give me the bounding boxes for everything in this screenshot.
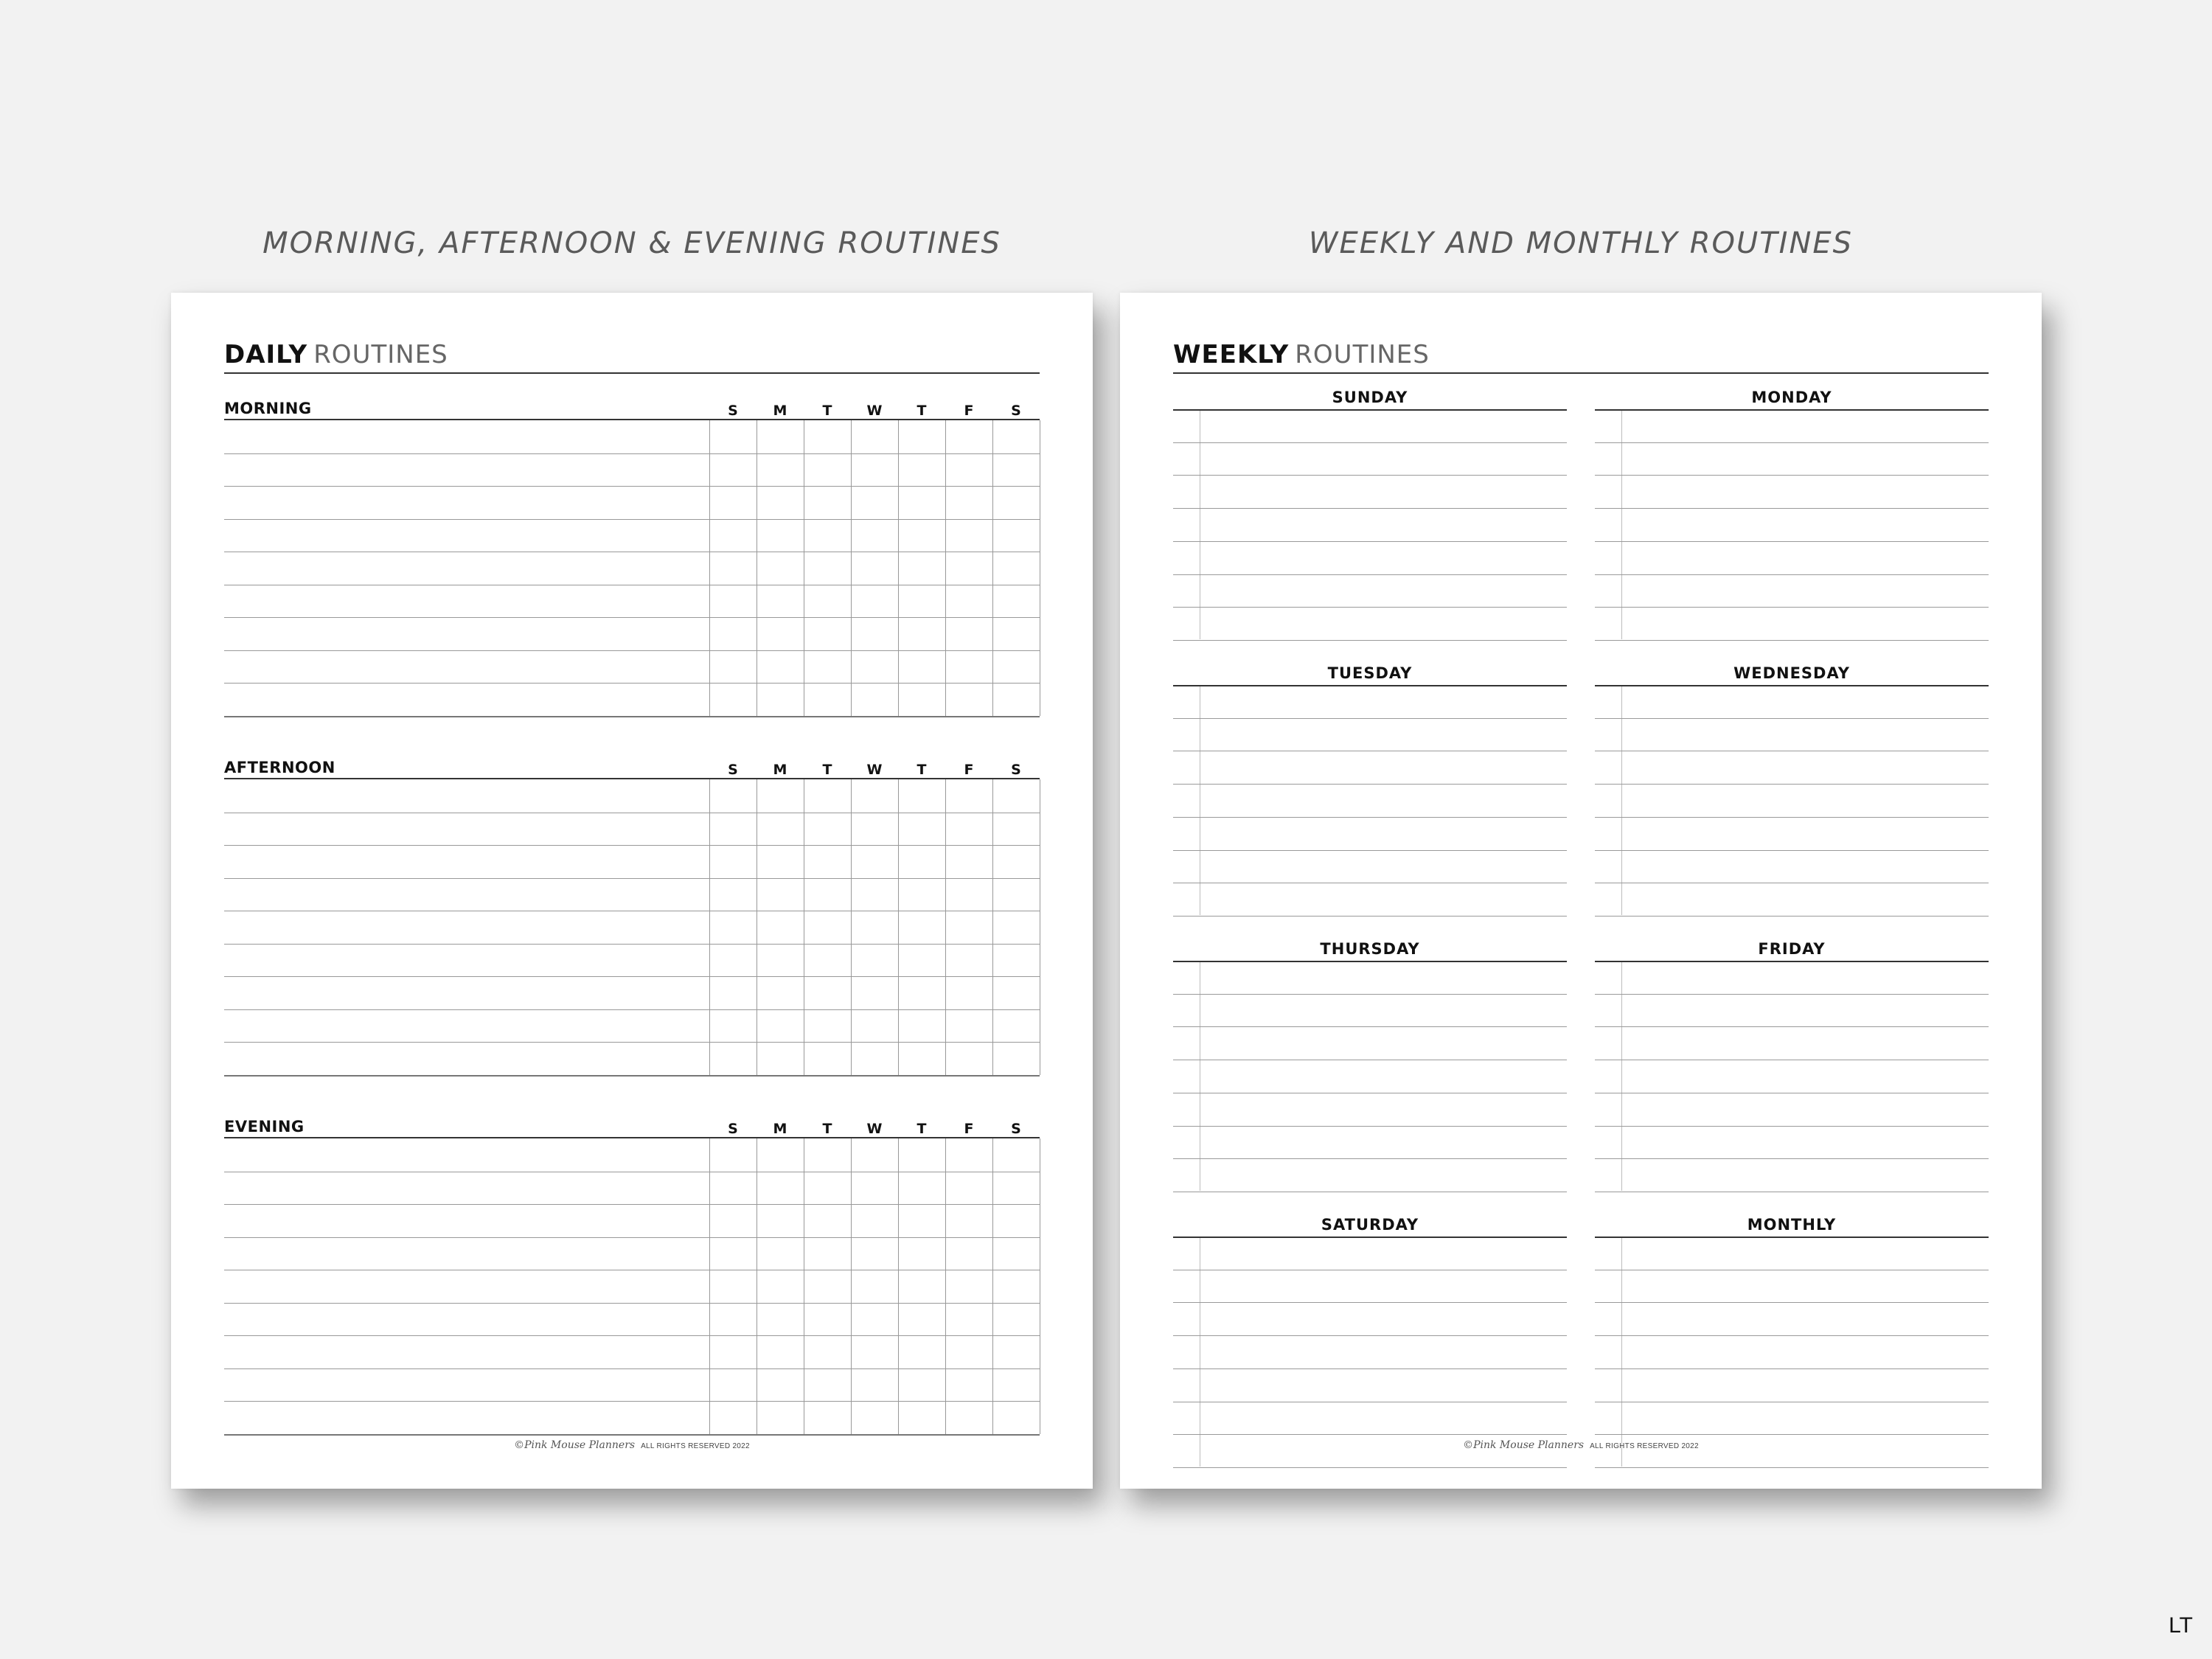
routine-grid[interactable] — [224, 420, 1040, 715]
day-block-friday — [1595, 939, 1989, 1189]
morning-section — [224, 398, 1040, 708]
ruled-line — [1173, 607, 1567, 608]
ruled-line — [224, 1042, 1040, 1043]
checkbox-column-line — [945, 420, 946, 716]
ruled-line — [1173, 541, 1567, 542]
ruled-line — [1595, 784, 1989, 785]
day-block-wednesday — [1595, 663, 1989, 914]
right-caption: WEEKLY AND MONTHLY ROUTINES — [1308, 226, 1854, 260]
day-header: F — [964, 1121, 974, 1137]
day-header: M — [773, 1121, 787, 1137]
weekly-routines-page — [1120, 293, 2042, 1489]
day-header: T — [822, 762, 832, 778]
day-block-rule — [1595, 409, 1989, 411]
margin-line — [1621, 1238, 1622, 1467]
ruled-line — [1595, 1026, 1989, 1027]
ruled-line — [224, 519, 1040, 520]
ruled-line — [1173, 1158, 1567, 1159]
ruled-line — [1595, 1335, 1989, 1336]
routine-grid[interactable] — [224, 779, 1040, 1074]
ruled-line — [1173, 574, 1567, 575]
ruled-line — [224, 1368, 1040, 1369]
ruled-line — [224, 716, 1040, 717]
day-block-rule — [1173, 1237, 1567, 1238]
ruled-line — [1173, 1335, 1567, 1336]
day-header: S — [728, 762, 738, 778]
day-header: W — [866, 762, 883, 778]
ruled-line — [224, 1075, 1040, 1077]
ruled-line — [224, 878, 1040, 879]
ruled-line — [1595, 850, 1989, 851]
day-block-sunday — [1173, 387, 1567, 638]
day-block-rule — [1173, 409, 1567, 411]
checkbox-column-line — [709, 1138, 710, 1434]
ruled-line — [1173, 508, 1567, 509]
page-title-light: ROUTINES — [1295, 340, 1430, 369]
ruled-line — [1173, 1026, 1567, 1027]
page-title — [224, 337, 1040, 374]
checkbox-column-line — [709, 779, 710, 1075]
day-header: F — [964, 762, 974, 778]
ruled-line — [224, 1434, 1040, 1436]
margin-line — [1621, 962, 1622, 1191]
day-block-tuesday — [1173, 663, 1567, 914]
ruled-line — [224, 650, 1040, 651]
day-block-label: FRIDAY — [1758, 940, 1826, 958]
day-header: T — [917, 762, 927, 778]
checkbox-column-line — [898, 1138, 899, 1434]
copyright-text: ALL RIGHTS RESERVED 2022 — [641, 1442, 750, 1450]
day-header: T — [822, 1121, 832, 1137]
ruled-line — [1173, 718, 1567, 719]
day-headers — [709, 760, 1040, 779]
page-footer — [1120, 1439, 2042, 1451]
day-header: S — [728, 403, 738, 419]
day-block-label: WEDNESDAY — [1733, 664, 1850, 682]
ruled-line — [224, 1401, 1040, 1402]
evening-section — [224, 1116, 1040, 1426]
day-block-rule — [1595, 961, 1989, 962]
ruled-line — [1173, 1467, 1567, 1468]
day-block-label: TUESDAY — [1327, 664, 1413, 682]
day-block-rule — [1595, 1237, 1989, 1238]
day-header: W — [866, 403, 883, 419]
ruled-line — [1173, 850, 1567, 851]
ruled-line — [1595, 1302, 1989, 1303]
section-label: EVENING — [224, 1118, 305, 1135]
ruled-line — [224, 453, 1040, 454]
day-block-thursday — [1173, 939, 1567, 1189]
ruled-line — [1595, 607, 1989, 608]
day-block-label: THURSDAY — [1320, 940, 1420, 958]
ruled-line — [1595, 640, 1989, 641]
ruled-line — [1595, 994, 1989, 995]
day-block-rule — [1595, 685, 1989, 686]
ruled-line — [1173, 475, 1567, 476]
routine-grid[interactable] — [224, 1138, 1040, 1433]
day-header: S — [728, 1121, 738, 1137]
ruled-line — [1173, 916, 1567, 917]
day-block-rule — [1173, 685, 1567, 686]
day-header: M — [773, 762, 787, 778]
ruled-line — [1595, 574, 1989, 575]
section-label: MORNING — [224, 400, 312, 417]
day-header: S — [1011, 1121, 1021, 1137]
ruled-line — [1595, 1158, 1989, 1159]
day-header: W — [866, 1121, 883, 1137]
ruled-line — [1595, 817, 1989, 818]
copyright-text: ALL RIGHTS RESERVED 2022 — [1590, 1442, 1699, 1450]
page-footer — [171, 1439, 1093, 1451]
ruled-line — [1595, 916, 1989, 917]
page-title — [1173, 337, 1989, 374]
day-block-label: SUNDAY — [1332, 389, 1408, 406]
ruled-line — [1595, 508, 1989, 509]
ruled-line — [224, 976, 1040, 977]
ruled-line — [224, 1335, 1040, 1336]
day-headers — [709, 401, 1040, 420]
ruled-line — [1595, 541, 1989, 542]
ruled-line — [1173, 640, 1567, 641]
ruled-line — [224, 845, 1040, 846]
margin-line — [1621, 686, 1622, 915]
day-block-label: MONDAY — [1751, 389, 1832, 406]
ruled-line — [224, 486, 1040, 487]
checkbox-column-line — [992, 779, 993, 1075]
ruled-line — [1595, 718, 1989, 719]
checkbox-column-line — [898, 420, 899, 716]
checkbox-column-line — [709, 420, 710, 716]
ruled-line — [1595, 442, 1989, 443]
ruled-line — [1595, 475, 1989, 476]
brand-signature: ©Pink Mouse Planners — [514, 1439, 636, 1451]
day-header: T — [917, 403, 927, 419]
day-header: F — [964, 403, 974, 419]
ruled-line — [1173, 1126, 1567, 1127]
day-headers — [709, 1119, 1040, 1138]
day-block-rule — [1173, 961, 1567, 962]
ruled-line — [224, 1204, 1040, 1205]
brand-signature: ©Pink Mouse Planners — [1463, 1439, 1585, 1451]
checkbox-column-line — [992, 1138, 993, 1434]
ruled-line — [1173, 1302, 1567, 1303]
corner-mark: LT — [2168, 1613, 2193, 1638]
margin-line — [1621, 411, 1622, 639]
page-title-bold: DAILY — [224, 340, 308, 369]
day-block-monday — [1595, 387, 1989, 638]
section-label: AFTERNOON — [224, 759, 335, 776]
ruled-line — [224, 1009, 1040, 1010]
ruled-line — [224, 1303, 1040, 1304]
checkbox-column-line — [992, 420, 993, 716]
ruled-line — [1173, 994, 1567, 995]
page-title-light: ROUTINES — [313, 340, 448, 369]
ruled-line — [1173, 442, 1567, 443]
checkbox-column-line — [945, 779, 946, 1075]
day-block-saturday — [1173, 1214, 1567, 1465]
day-header: T — [822, 403, 832, 419]
daily-routines-page — [171, 293, 1093, 1489]
ruled-line — [1595, 1126, 1989, 1127]
ruled-line — [1173, 1368, 1567, 1369]
left-caption: MORNING, AFTERNOON & EVENING ROUTINES — [262, 226, 1001, 260]
ruled-line — [224, 944, 1040, 945]
day-header: T — [917, 1121, 927, 1137]
checkbox-column-line — [898, 779, 899, 1075]
checkbox-column-line — [851, 779, 852, 1075]
ruled-line — [1595, 1467, 1989, 1468]
day-header: M — [773, 403, 787, 419]
ruled-line — [1595, 1434, 1989, 1435]
ruled-line — [1173, 1434, 1567, 1435]
ruled-line — [1173, 817, 1567, 818]
checkbox-column-line — [851, 420, 852, 716]
page-title-bold: WEEKLY — [1173, 340, 1290, 369]
day-block-label: MONTHLY — [1747, 1216, 1837, 1234]
checkbox-column-line — [851, 1138, 852, 1434]
monthly-block — [1595, 1214, 1989, 1465]
day-header: S — [1011, 403, 1021, 419]
ruled-line — [224, 683, 1040, 684]
ruled-line — [224, 1237, 1040, 1238]
ruled-line — [224, 617, 1040, 618]
ruled-line — [1595, 1368, 1989, 1369]
day-block-label: SATURDAY — [1321, 1216, 1419, 1234]
ruled-line — [1173, 784, 1567, 785]
afternoon-section — [224, 757, 1040, 1067]
day-header: S — [1011, 762, 1021, 778]
checkbox-column-line — [945, 1138, 946, 1434]
